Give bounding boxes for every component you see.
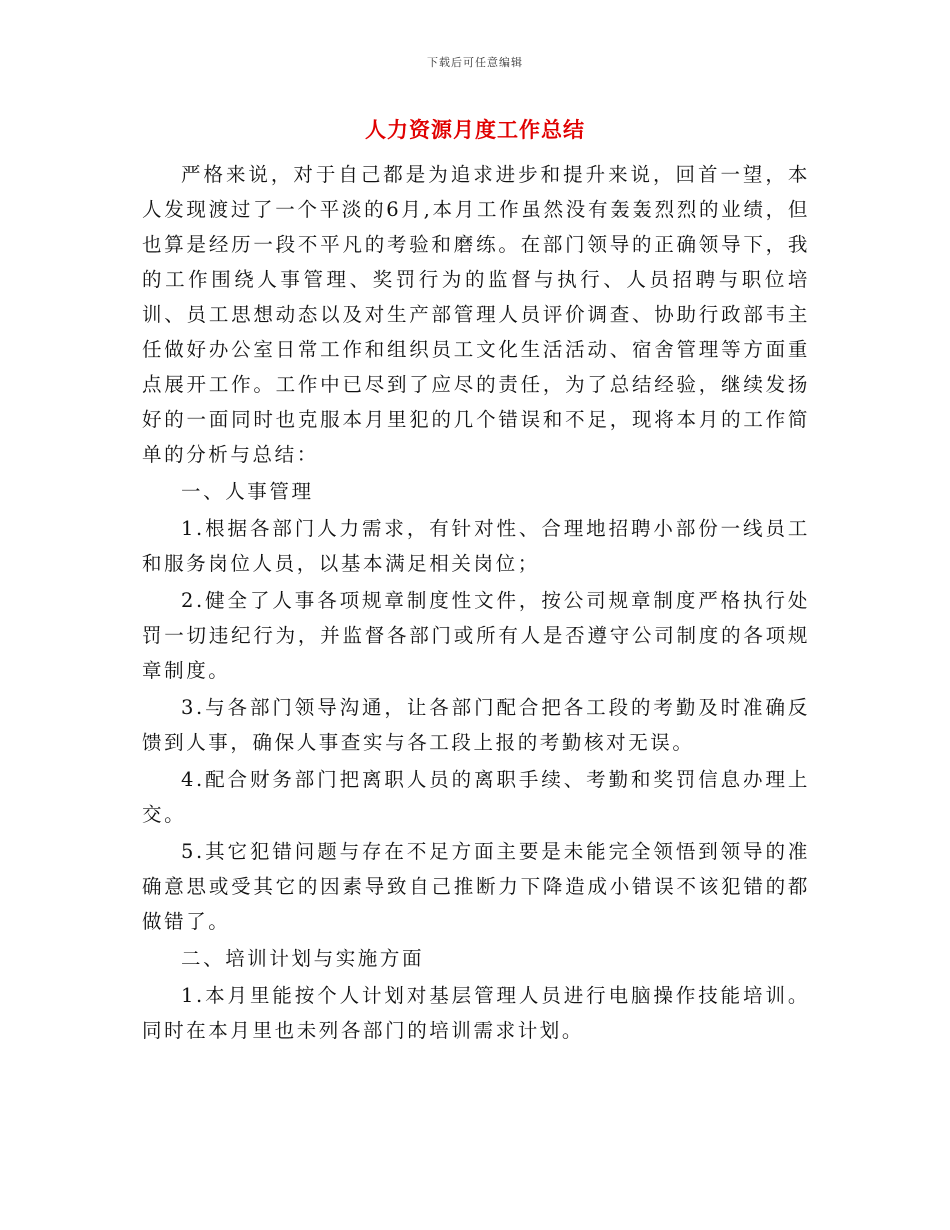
document-title: 人力资源月度工作总结: [365, 118, 585, 142]
section-heading-training: 二、培训计划与实施方面: [181, 947, 425, 970]
personnel-item-4: 4.配合财务部门把离职人员的离职手续、考勤和奖罚信息办理上交。: [142, 768, 810, 826]
intro-paragraph: 严格来说，对于自己都是为追求进步和提升来说，回首一望，本人发现渡过了一个平淡的6月,本月工作虽然没有轰轰烈烈的业绩，但也算是经历一段不平凡的考验和磨练。在部门领导的正确领导下，我的工作围绕人事管理、奖罚行为的监督与执行、人员招聘与职位培训、员工思想动态以及对生产部管理人员评价调查、协助行政部韦主任做好办公室日常工作和组织员工文化生活活动、宿舍管理等方面重点展开工作。工作中已尽到了应尽的责任，为了总结经验，继续发扬好的一面同时也克服本月里犯的几个错误和不足，现将本月的工作简单的分析与总结：: [142, 163, 810, 466]
training-item-1: 1.本月里能按个人计划对基层管理人员进行电脑操作技能培训。同时在本月里也未列各部门的培训需求计划。: [142, 984, 810, 1042]
header-note: 下载后可任意编辑: [427, 56, 523, 69]
personnel-item-3: 3.与各部门领导沟通，让各部门配合把各工段的考勤及时准确反馈到人事，确保人事查实与各工段上报的考勤核对无误。: [142, 696, 810, 754]
personnel-item-5: 5.其它犯错问题与存在不足方面主要是未能完全领悟到领导的准确意思或受其它的因素导致自己推断力下降造成小错误不该犯错的都做错了。: [142, 840, 810, 933]
document-body: [142, 157, 810, 1050]
personnel-item-1: 1.根据各部门人力需求，有针对性、合理地招聘小部份一线员工和服务岗位人员，以基本满足相关岗位；: [142, 517, 810, 575]
section-heading-personnel: 一、人事管理: [181, 480, 314, 503]
personnel-item-2: 2.健全了人事各项规章制度性文件，按公司规章制度严格执行处罚一切违纪行为，并监督各部门或所有人是否遵守公司制度的各项规章制度。: [142, 589, 810, 682]
